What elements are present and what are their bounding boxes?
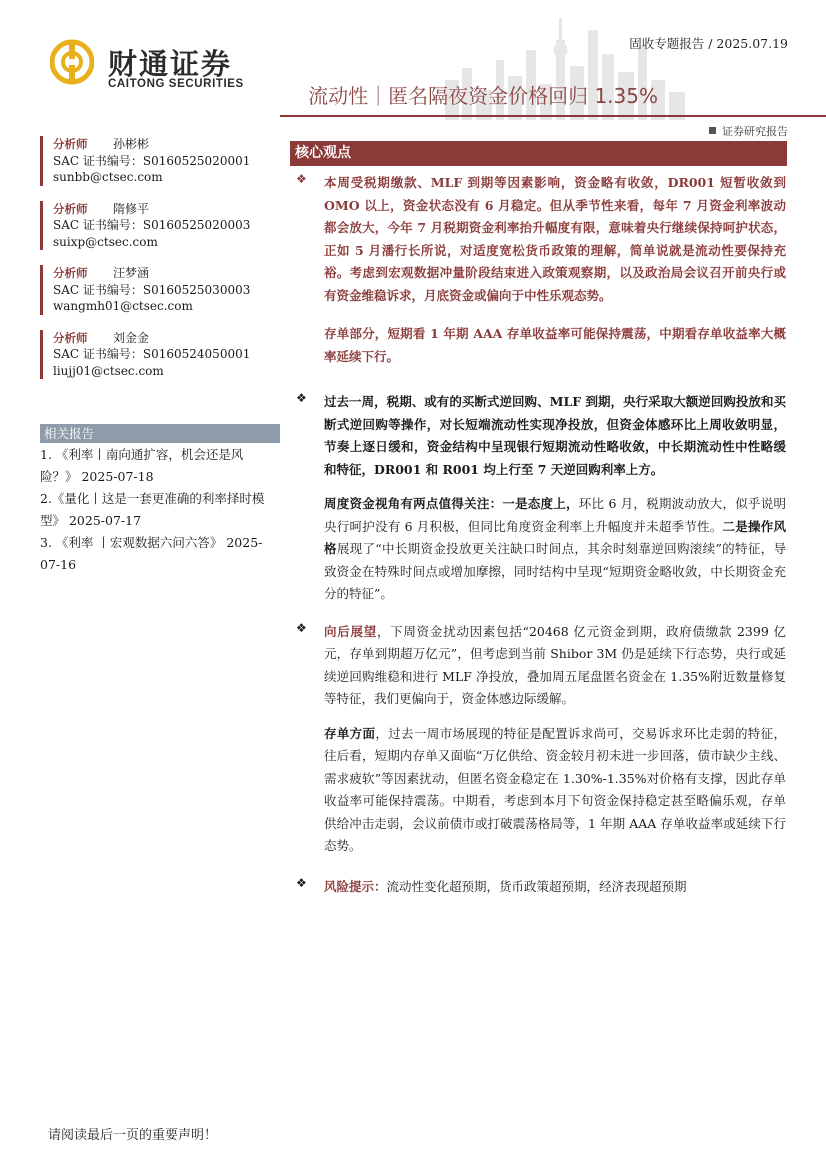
risk-bullet bbox=[294, 876, 786, 899]
diamond-bullet-icon: ❖ bbox=[296, 875, 307, 890]
analyst-name: 孙彬彬 bbox=[113, 137, 150, 151]
analyst-email[interactable]: sunbb@ctsec.com bbox=[53, 170, 163, 184]
analyst-email[interactable]: wangmh01@ctsec.com bbox=[53, 299, 193, 313]
company-logo bbox=[50, 38, 250, 94]
risk-lead: 风险提示： bbox=[324, 878, 387, 894]
cd-text: ，过去一周市场展现的特征是配置诉求尚可，交易诉求环比走弱的特征，往后看，短期内存单又面临“万亿供给、资金较月初未进一步回落，债市缺少主线、需求疲软”等因素扰动，但匿名资金稳定在 1.30%-1.35%对价格有支撑，因此存单收益率可能保持震荡。中期看，考虑到本月下旬资金保持稳定甚至略偏乐观，存单供给冲击走弱，会议前债市或打破震荡格局等，1 年期 AAA 存单收益率或延续下行态势。 bbox=[324, 725, 786, 853]
focus-text-1: 环比 6 月，税期波动放大，似乎说明央行呵护没有 6 月积极，但同比角度资金利率上升幅度并未超季节性。 bbox=[324, 496, 786, 534]
cd-summary-paragraph: 存单部分，短期看 1 年期 AAA 存单收益率可能保持震荡，中期看存单收益率大概率延续下行。 bbox=[324, 326, 786, 364]
related-report-item[interactable]: 3. 《利率 丨宏观数据六问六答》 2025-07-16 bbox=[40, 535, 263, 572]
disclaimer-notice: 请阅读最后一页的重要声明！ bbox=[48, 1128, 218, 1143]
report-category: 证券研究报告 bbox=[709, 123, 788, 139]
analyst-name: 刘金金 bbox=[113, 330, 150, 345]
focus-lead-1: 周度资金视角有两点值得关注：一是态度上， bbox=[324, 496, 579, 511]
analyst-role: 分析师 bbox=[53, 266, 88, 280]
analyst-email[interactable]: liujj01@ctsec.com bbox=[53, 363, 164, 378]
analyst-role: 分析师 bbox=[53, 330, 88, 345]
analyst-name: 隋修平 bbox=[113, 201, 150, 216]
cd-lead: 存单方面 bbox=[324, 725, 376, 741]
outlook-bullet bbox=[294, 621, 786, 858]
focus-text-2: 展现了“中长期资金投放更关注缺口时间点，其余时刻靠逆回购滚续”的特征，导致资金在特殊时间点或增加摩擦，同时结构中呈现“短期资金略收敛，中长期资金充分的特征”。 bbox=[324, 541, 786, 601]
diamond-bullet-icon: ❖ bbox=[296, 172, 307, 186]
outlook-text: ，下周资金扰动因素包括“20468 亿元资金到期，政府债缴款 2399 亿元，存单到期超万亿元”，但考虑到当前 Shibor 3M 仍是延续下行态势，央行或延续逆回购维稳和进行 MLF 净投放，叠加周五尾盘匿名资金在 1.35%附近数量修复等特征，我们更偏向于，资金体感边际缓解。 bbox=[324, 623, 786, 706]
related-report-item[interactable]: 1. 《利率丨南向通扩容，机会还是风险？》 2025-07-18 bbox=[40, 447, 244, 484]
weekly-focus-paragraph bbox=[324, 493, 786, 606]
analyst-card bbox=[40, 265, 285, 315]
analyst-card bbox=[40, 201, 285, 251]
analyst-role: 分析师 bbox=[53, 137, 88, 151]
weekly-review-paragraph: 过去一周，税期、或有的买断式逆回购、MLF 到期，央行采取大额逆回购投放和买断式逆回购等操作，对长短端流动性实现净投放，但资金体感环比上周收敛明显，节奏上逐日缓和，资金结构中呈现银行短期流动性略收敛，中长期流动性中性略缓和特征，DR001 和 R001 均上行至 7 天逆回购利率上方。 bbox=[324, 394, 786, 477]
report-type-date: 固收专题报告 / 2025.07.19 bbox=[629, 36, 788, 51]
logo-english-text: CAITONG SECURITIES bbox=[108, 78, 244, 90]
analyst-list bbox=[40, 136, 285, 394]
diamond-bullet-icon: ❖ bbox=[296, 391, 307, 405]
caitong-logo-icon bbox=[50, 38, 94, 86]
analyst-role: 分析师 bbox=[53, 201, 88, 216]
diamond-bullet-icon: ❖ bbox=[296, 620, 307, 635]
risk-paragraph bbox=[324, 876, 786, 899]
analyst-sac: SAC 证书编号：S0160525030003 bbox=[53, 282, 251, 297]
outlook-paragraph bbox=[324, 621, 786, 711]
analyst-card bbox=[40, 136, 285, 186]
related-reports-heading: 相关报告 bbox=[40, 424, 280, 443]
analyst-sac: SAC 证书编号：S0160525020003 bbox=[53, 218, 251, 232]
focus-lead-2: 二是操作风格 bbox=[324, 518, 786, 556]
page-title: 流动性｜匿名隔夜资金价格回归 1.35% bbox=[308, 84, 658, 108]
cd-paragraph bbox=[324, 723, 786, 858]
core-views-body bbox=[294, 172, 786, 898]
core-views-heading: 核心观点 bbox=[290, 141, 787, 166]
analyst-name: 汪梦涵 bbox=[113, 266, 150, 280]
outlook-lead: 向后展望 bbox=[324, 623, 377, 639]
logo-chinese-text: 财通证券 bbox=[108, 47, 233, 81]
analyst-card bbox=[40, 330, 285, 380]
related-report-item[interactable]: 2.《量化丨这是一套更准确的利率择时模型》 2025-07-17 bbox=[40, 491, 265, 528]
risk-text: 流动性变化超预期，货币政策超预期，经济表现超预期 bbox=[386, 878, 687, 894]
related-reports-list bbox=[40, 444, 280, 576]
analyst-sac: SAC 证书编号：S0160525020001 bbox=[53, 153, 251, 168]
review-bullet bbox=[294, 391, 786, 606]
summary-paragraph: 本周受税期缴款、MLF 到期等因素影响，资金略有收敛，DR001 短暂收敛到 OMO 以上，资金状态没有 6 月稳定。但从季节性来看，每年 7 月资金利率波动都会放大，今年 7 月税期资金利率抬升幅度有限，意味着央行继续保持呵护状态，正如 5 月潘行长所说，对适度宽松货币政策的理解，简单说就是流动性要保持充裕。考虑到宏观数据冲量阶段结束进入政策观察期，以及政治局会议召开前央行或有资金维稳诉求，月底资金或偏向于中性乐观态势。 bbox=[324, 175, 786, 303]
title-divider bbox=[280, 115, 826, 117]
analyst-sac: SAC 证书编号：S0160524050001 bbox=[53, 347, 251, 361]
summary-bullet bbox=[294, 172, 786, 368]
analyst-email[interactable]: suixp@ctsec.com bbox=[53, 234, 158, 249]
